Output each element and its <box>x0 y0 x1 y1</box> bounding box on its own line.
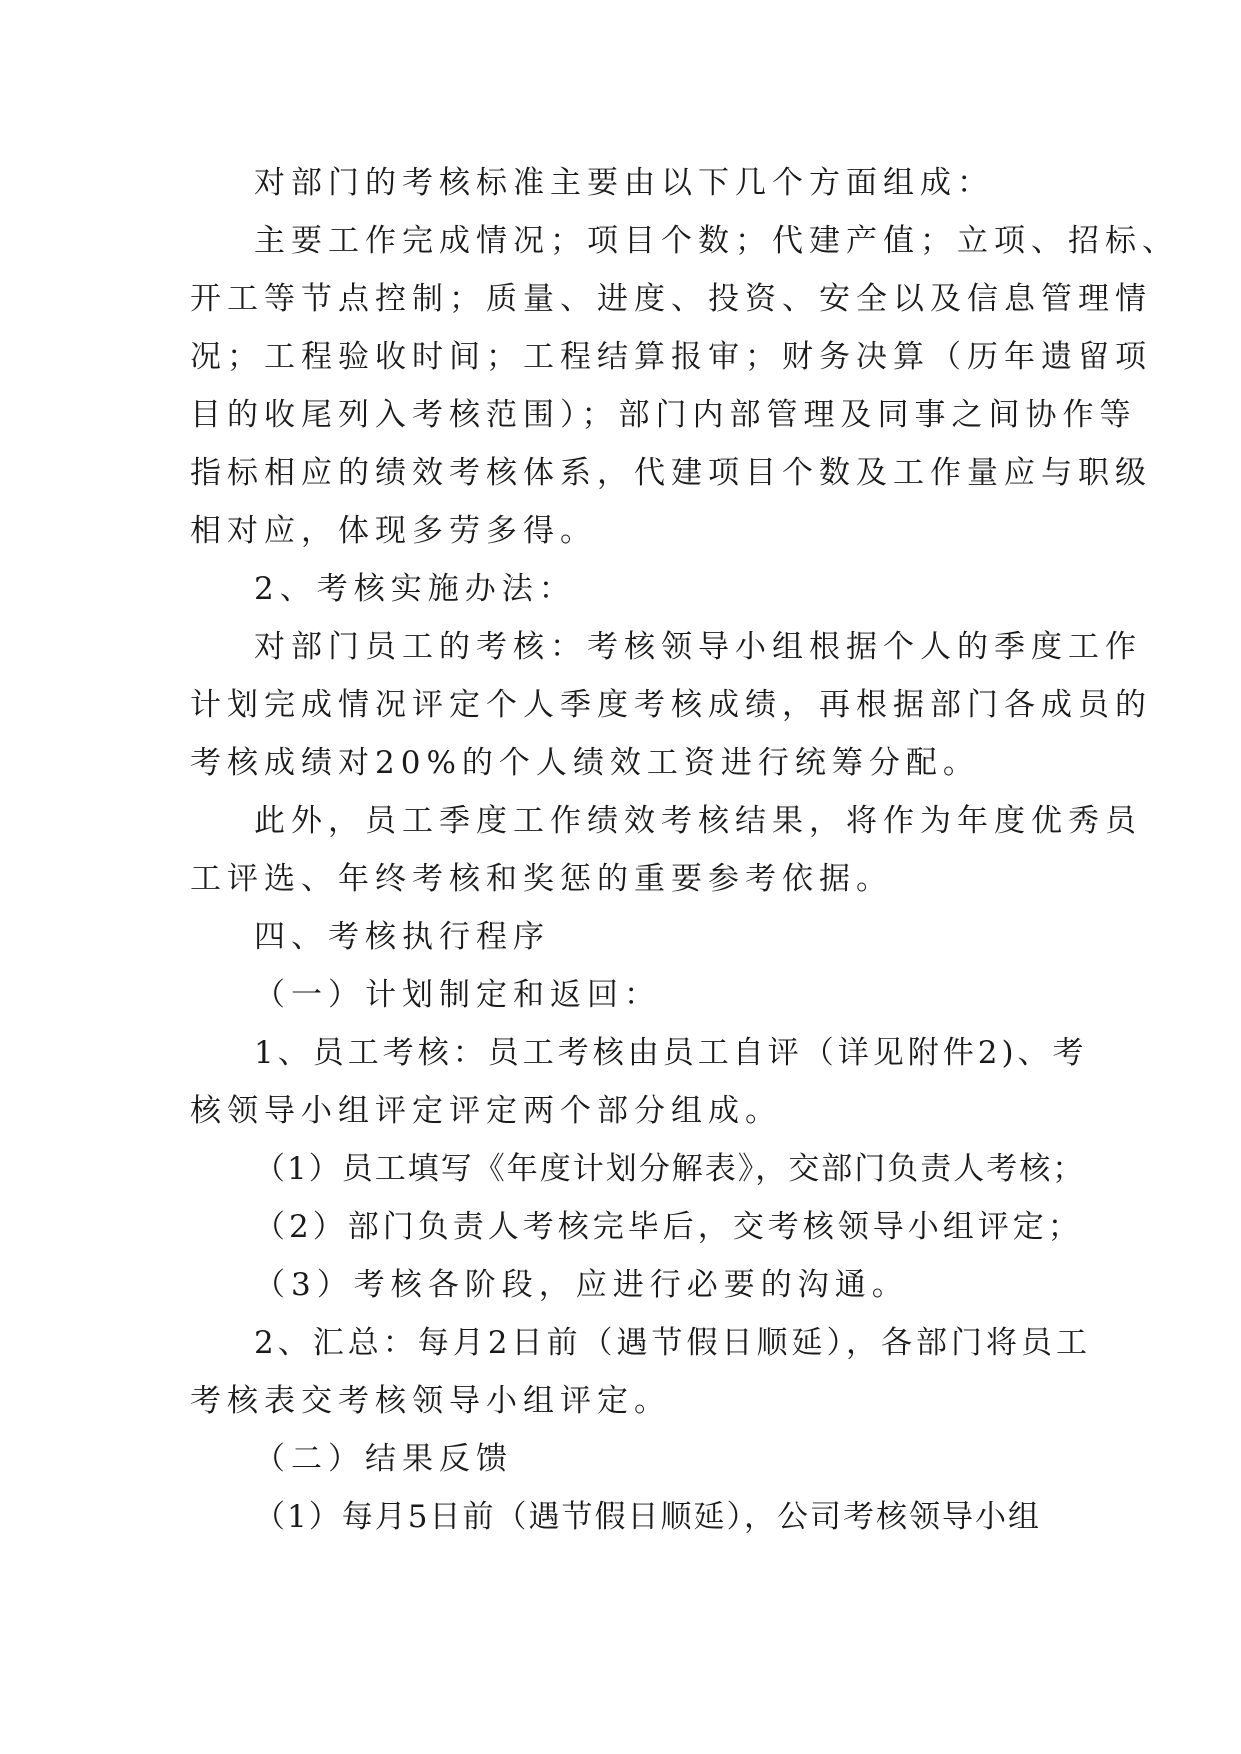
paragraph-line: 此外，员工季度工作绩效考核结果，将作为年度优秀员 <box>254 803 1142 839</box>
document-body <box>190 154 1179 1546</box>
paragraph-line: 工评选、年终考核和奖惩的重要参考依据。 <box>190 861 893 897</box>
subsection-heading: （二）结果反馈 <box>254 1441 513 1477</box>
list-item: （2）部门负责人考核完毕后，交考核领导小组评定； <box>254 1209 1083 1245</box>
paragraph-line: 相对应，体现多劳多得。 <box>190 513 597 549</box>
paragraph-line: 计划完成情况评定个人季度考核成绩，再根据部门各成员的 <box>190 687 1152 723</box>
paragraph-line: 考核表交考核领导小组评定。 <box>190 1383 671 1419</box>
paragraph-line: 对部门员工的考核：考核领导小组根据个人的季度工作 <box>254 629 1142 665</box>
paragraph-line: 主要工作完成情况；项目个数；代建产值；立项、招标、 <box>254 223 1179 259</box>
section-heading: 2、考核实施办法： <box>254 571 576 607</box>
paragraph-line: 开工等节点控制；质量、进度、投资、安全以及信息管理情 <box>190 281 1152 317</box>
paragraph-line: 核领导小组评定评定两个部分组成。 <box>190 1093 782 1129</box>
list-item: （1）员工填写《年度计划分解表》，交部门负责人考核； <box>254 1151 1086 1187</box>
paragraph-line: 目的收尾列入考核范围）；部门内部管理及同事之间协作等 <box>190 397 1137 433</box>
paragraph-line: 指标相应的绩效考核体系，代建项目个数及工作量应与职级 <box>190 455 1152 491</box>
list-item: （1）每月5日前（遇节假日顺延），公司考核领导小组 <box>254 1499 1041 1535</box>
paragraph-line: 况；工程验收时间；工程结算报审；财务决算（历年遗留项 <box>190 339 1152 375</box>
section-heading: 四、考核执行程序 <box>254 919 550 955</box>
paragraph-line: 2、汇总：每月2日前（遇节假日顺延），各部门将员工 <box>254 1325 1091 1361</box>
paragraph-line: 对部门的考核标准主要由以下几个方面组成： <box>254 165 994 201</box>
subsection-heading: （一）计划制定和返回： <box>254 977 661 1013</box>
paragraph-line: 考核成绩对20%的个人绩效工资进行统筹分配。 <box>190 745 980 781</box>
paragraph-line: 1、员工考核：员工考核由员工自评（详见附件2)、考 <box>254 1035 1088 1071</box>
list-item: （3）考核各阶段，应进行必要的沟通。 <box>254 1267 909 1303</box>
